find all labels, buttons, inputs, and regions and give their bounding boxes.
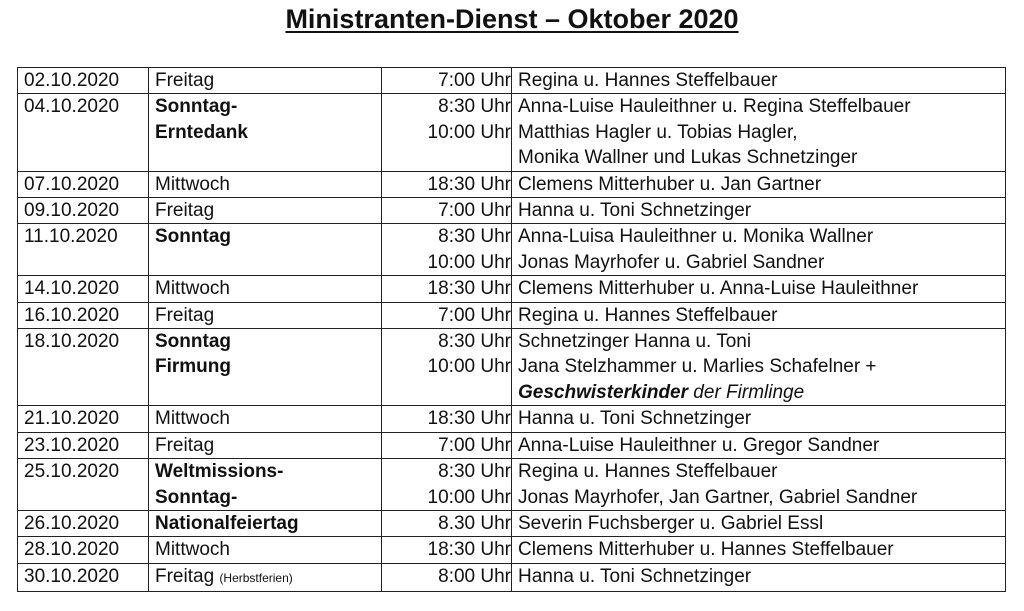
date-text: 28.10.2020	[24, 539, 120, 561]
names-cell	[512, 94, 1006, 171]
time-text: 8:30 Uhr	[438, 226, 511, 248]
table-row	[18, 276, 1006, 302]
day-label: Mittwoch	[155, 539, 230, 561]
time-text: 10:00 Uhr	[427, 121, 511, 143]
day-label: Erntedank	[155, 121, 248, 143]
names-text: Regina u. Hannes Steffelbauer	[518, 461, 778, 483]
table-row	[18, 171, 1006, 197]
time-cell	[382, 94, 512, 171]
time-text: 10:00 Uhr	[427, 251, 511, 273]
names-cell	[512, 537, 1006, 563]
names-text: Anna-Luise Hauleithner u. Regina Steffelbauer	[518, 96, 911, 118]
date-text: 09.10.2020	[24, 200, 120, 222]
date-text: 21.10.2020	[24, 408, 120, 430]
time-text: 7:00 Uhr	[438, 200, 511, 222]
day-label: Nationalfeiertag	[155, 512, 299, 534]
day-label: Freitag	[155, 200, 215, 222]
time-text: 18:30 Uhr	[427, 173, 511, 195]
date-cell	[18, 406, 149, 432]
day-label: Freitag	[155, 304, 215, 326]
time-text: 7:00 Uhr	[438, 70, 511, 91]
names-cell	[512, 510, 1006, 536]
date-cell	[18, 276, 149, 302]
time-text: 7:00 Uhr	[438, 434, 511, 456]
day-label: Sonntag-	[155, 96, 238, 118]
day-cell	[149, 329, 382, 406]
names-text: Clemens Mitterhuber u. Jan Gartner	[518, 173, 822, 195]
names-text: Hanna u. Toni Schnetzinger	[518, 200, 752, 222]
names-text: Hanna u. Toni Schnetzinger	[518, 565, 752, 587]
names-cell	[512, 432, 1006, 458]
names-note-rest: der Firmlinge	[688, 381, 805, 403]
day-label: Freitag	[155, 434, 215, 456]
date-text: 07.10.2020	[24, 173, 120, 195]
day-cell	[149, 406, 382, 432]
table-row	[18, 537, 1006, 563]
date-text: 02.10.2020	[24, 70, 120, 91]
names-note-emphasis: Geschwisterkinder	[518, 381, 689, 403]
names-cell	[512, 459, 1006, 511]
date-text: 30.10.2020	[24, 565, 120, 587]
day-label: Sonntag	[155, 226, 231, 248]
date-text: 23.10.2020	[24, 434, 120, 456]
day-text	[155, 406, 381, 431]
time-text: 10:00 Uhr	[427, 486, 511, 508]
day-text	[155, 511, 381, 536]
day-cell	[149, 198, 382, 224]
time-text: 8:30 Uhr	[438, 96, 511, 118]
day-label: Mittwoch	[155, 173, 230, 195]
date-cell	[18, 432, 149, 458]
date-cell	[18, 510, 149, 536]
day-text	[155, 329, 381, 354]
time-text: 8:00 Uhr	[438, 565, 511, 587]
names-note	[518, 380, 1005, 405]
time-cell	[382, 329, 512, 406]
names-text: Regina u. Hannes Steffelbauer	[518, 304, 778, 326]
day-text	[155, 94, 381, 119]
time-text: 18:30 Uhr	[427, 539, 511, 561]
table-row	[18, 94, 1006, 171]
time-text: 18:30 Uhr	[427, 408, 511, 430]
day-text	[155, 564, 381, 591]
date-cell	[18, 94, 149, 171]
day-text	[155, 459, 381, 484]
names-cell	[512, 171, 1006, 197]
table-row	[18, 224, 1006, 276]
day-cell	[149, 94, 382, 171]
names-cell	[512, 406, 1006, 432]
day-cell	[149, 171, 382, 197]
day-text	[155, 224, 381, 249]
names-text: Matthias Hagler u. Tobias Hagler,	[518, 121, 798, 143]
date-text: 16.10.2020	[24, 304, 120, 326]
day-cell	[149, 537, 382, 563]
page-title-text: Ministranten-Dienst – Oktober 2020	[285, 4, 739, 34]
day-cell	[149, 224, 382, 276]
date-cell	[18, 329, 149, 406]
names-text: Hanna u. Toni Schnetzinger	[518, 408, 752, 430]
day-cell	[149, 510, 382, 536]
day-text	[155, 120, 381, 145]
table-row	[18, 406, 1006, 432]
day-label: Freitag	[155, 565, 215, 587]
day-label: Mittwoch	[155, 408, 230, 430]
date-cell	[18, 171, 149, 197]
time-cell	[382, 68, 512, 94]
date-cell	[18, 224, 149, 276]
day-text	[155, 198, 381, 223]
names-text: Jana Stelzhammer u. Marlies Schafelner +	[518, 356, 877, 378]
day-label: Sonntag	[155, 331, 231, 353]
time-text: 8:30 Uhr	[438, 461, 511, 483]
table-row	[18, 198, 1006, 224]
names-text: Schnetzinger Hanna u. Toni	[518, 331, 752, 353]
time-cell	[382, 459, 512, 511]
day-cell	[149, 459, 382, 511]
schedule-rows	[18, 68, 1006, 592]
time-cell	[382, 510, 512, 536]
day-cell	[149, 563, 382, 591]
names-cell	[512, 329, 1006, 406]
names-cell	[512, 224, 1006, 276]
time-text: 7:00 Uhr	[438, 304, 511, 326]
date-text: 04.10.2020	[24, 96, 120, 118]
date-cell	[18, 563, 149, 591]
day-text	[155, 303, 381, 328]
date-text: 18.10.2020	[24, 331, 120, 353]
day-label: Firmung	[155, 356, 231, 378]
time-cell	[382, 302, 512, 328]
time-cell	[382, 224, 512, 276]
table-row	[18, 510, 1006, 536]
names-text: Clemens Mitterhuber u. Anna-Luise Hauleithner	[518, 278, 919, 300]
day-text	[155, 68, 381, 93]
day-text	[155, 433, 381, 458]
table-row	[18, 432, 1006, 458]
day-text	[155, 172, 381, 197]
table-row	[18, 329, 1006, 406]
day-text	[155, 537, 381, 562]
names-text: Jonas Mayrhofer, Jan Gartner, Gabriel Sandner	[518, 486, 918, 508]
date-cell	[18, 537, 149, 563]
date-cell	[18, 68, 149, 94]
time-text: 8.30 Uhr	[438, 512, 511, 534]
names-text: Anna-Luisa Hauleithner u. Monika Wallner	[518, 226, 874, 248]
names-cell	[512, 276, 1006, 302]
time-cell	[382, 537, 512, 563]
day-text	[155, 354, 381, 379]
time-text: 8:30 Uhr	[438, 331, 511, 353]
names-text: Severin Fuchsberger u. Gabriel Essl	[518, 512, 824, 534]
names-text: Monika Wallner und Lukas Schnetzinger	[518, 147, 858, 169]
day-cell	[149, 68, 382, 94]
names-text: Anna-Luise Hauleithner u. Gregor Sandner	[518, 434, 880, 456]
table-row	[18, 302, 1006, 328]
time-cell	[382, 406, 512, 432]
time-cell	[382, 198, 512, 224]
day-label: Weltmissions-	[155, 461, 284, 483]
names-cell	[512, 68, 1006, 94]
page-title	[0, 4, 1024, 34]
day-label: Sonntag-	[155, 486, 238, 508]
schedule-table	[17, 67, 1006, 592]
table-row	[18, 563, 1006, 591]
time-cell	[382, 563, 512, 591]
time-cell	[382, 171, 512, 197]
date-text: 26.10.2020	[24, 512, 120, 534]
names-text: Clemens Mitterhuber u. Hannes Steffelbauer	[518, 539, 894, 561]
names-text: Regina u. Hannes Steffelbauer	[518, 70, 778, 91]
names-text: Jonas Mayrhofer u. Gabriel Sandner	[518, 251, 825, 273]
time-cell	[382, 432, 512, 458]
day-text	[155, 485, 381, 510]
day-cell	[149, 276, 382, 302]
day-cell	[149, 432, 382, 458]
date-text: 11.10.2020	[24, 226, 118, 248]
names-cell	[512, 563, 1006, 591]
date-cell	[18, 459, 149, 511]
date-text: 25.10.2020	[24, 461, 120, 483]
table-row	[18, 459, 1006, 511]
names-cell	[512, 198, 1006, 224]
day-cell	[149, 302, 382, 328]
time-cell	[382, 276, 512, 302]
table-row	[18, 68, 1006, 94]
day-label: Freitag	[155, 70, 215, 91]
date-cell	[18, 198, 149, 224]
names-cell	[512, 302, 1006, 328]
date-cell	[18, 302, 149, 328]
day-note: (Herbstferien)	[219, 570, 293, 585]
day-label: Mittwoch	[155, 278, 230, 300]
time-text: 10:00 Uhr	[427, 356, 511, 378]
time-text: 18:30 Uhr	[427, 278, 511, 300]
date-text: 14.10.2020	[24, 278, 120, 300]
day-text	[155, 276, 381, 301]
